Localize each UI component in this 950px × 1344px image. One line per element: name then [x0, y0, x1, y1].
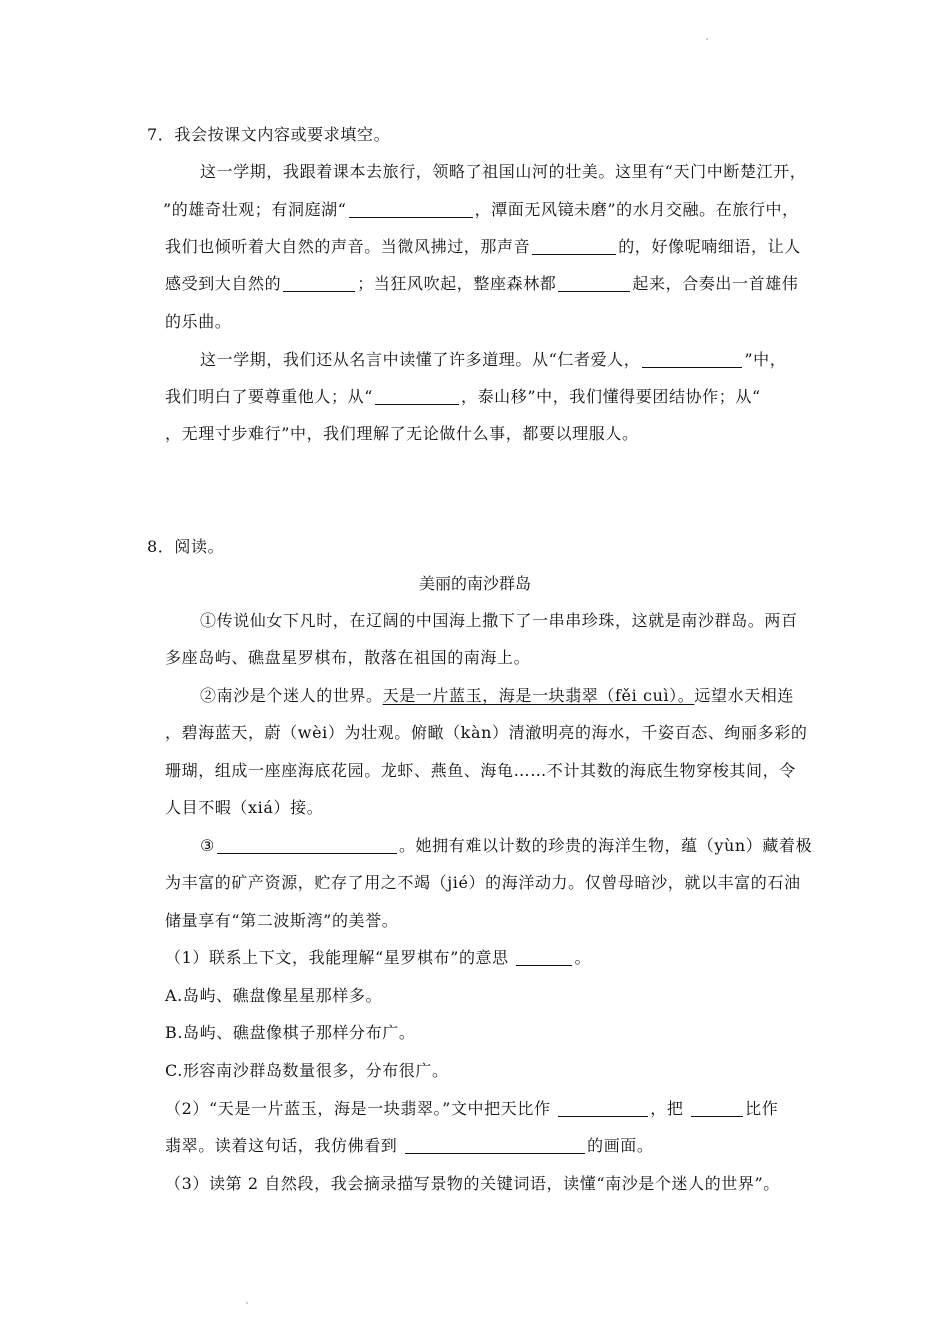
q7-p1-line4: 感受到大自然的 ；当狂风吹起，整座森林都 起来，合奏出一首雄伟 — [165, 274, 799, 293]
q8-heading: 8．阅读。 — [147, 537, 225, 556]
q7-p1-line5: 的乐曲。 — [165, 312, 232, 331]
option-b[interactable]: B.岛屿、礁盘像棋子那样分布广。 — [165, 1023, 416, 1042]
fill-blank[interactable] — [642, 351, 742, 368]
option-c[interactable]: C.形容南沙群岛数量很多，分布很广。 — [165, 1061, 449, 1080]
fill-blank[interactable] — [283, 275, 355, 292]
article-s2-line3: 珊瑚，组成一座座海底花园。龙虾、燕鱼、海龟……不计其数的海底生物穿梭其间，令 — [165, 761, 796, 780]
q8-sub3: （3）读第 2 自然段，我会摘录描写景物的关键词语，读懂“南沙是个迷人的世界”。 — [165, 1174, 780, 1193]
article-s1-line2: 多座岛屿、礁盘星罗棋布，散落在祖国的南海上。 — [165, 648, 531, 667]
fill-blank[interactable] — [691, 1100, 743, 1117]
q7-p2-line1: 这一学期，我们还从名言中读懂了许多道理。从“仁者爱人， ”中， — [200, 350, 787, 369]
fill-blank[interactable] — [558, 1100, 648, 1117]
fill-blank[interactable] — [375, 388, 459, 405]
article-s2-line1: ②南沙是个迷人的世界。天是一片蓝玉，海是一块翡翠（fěi cuì）。远望水天相连 — [200, 686, 794, 705]
article-s3-line1: ③ 。她拥有难以计数的珍贵的海洋生物，蕴（yùn）藏着极 — [200, 836, 813, 855]
article-s3-line2: 为丰富的矿产资源，贮存了用之不竭（jié）的海洋动力。仅曾母暗沙，就以丰富的石油 — [165, 873, 801, 892]
fill-blank[interactable] — [349, 201, 473, 218]
fill-blank[interactable] — [217, 837, 397, 854]
q7-p1-line3: 我们也倾听着大自然的声音。当微风拂过，那声音 的，好像呢喃细语，让人 — [165, 237, 801, 256]
q7-p2-line3: ，无理寸步难行”中，我们理解了无论做什么事，都要以理服人。 — [165, 424, 639, 443]
article-s2-line4: 人目不暇（xiá）接。 — [165, 798, 324, 817]
underlined-sentence: 天是一片蓝玉，海是一块翡翠（fěi cuì）。 — [382, 686, 695, 705]
fill-blank[interactable] — [558, 275, 630, 292]
q8-sub1: （1）联系上下文，我能理解“星罗棋布”的意思 。 — [165, 948, 592, 967]
article-s1-line1: ①传说仙女下凡时，在辽阔的中国海上撒下了一串串珍珠，这就是南沙群岛。两百 — [200, 611, 798, 630]
scan-dot — [706, 38, 708, 40]
q8-sub2-line1: （2）“天是一片蓝玉，海是一块翡翠。”文中把天比作 ，把 比作 — [165, 1099, 779, 1118]
scan-dot — [246, 1302, 248, 1304]
article-title: 美丽的南沙群岛 — [418, 574, 531, 593]
q7-heading: 7．我会按课文内容或要求填空。 — [147, 125, 391, 144]
fill-blank[interactable] — [532, 238, 616, 255]
q7-p1-line1: 这一学期，我跟着课本去旅行，领略了祖国山河的壮美。这里有“天门中断楚江开， — [200, 162, 807, 181]
q8-sub2-line2: 翡翠。读着这句话，我仿佛看到 的画面。 — [165, 1136, 654, 1155]
article-s2-line2: ，碧海蓝天，蔚（wèi）为壮观。俯瞰（kàn）清澈明亮的海水，千姿百态、绚丽多彩的 — [165, 723, 808, 742]
q7-p2-line2: 我们明白了要尊重他人；从“ ，泰山移”中，我们懂得要团结协作；从“ — [165, 387, 761, 406]
option-a[interactable]: A.岛屿、礁盘像星星那样多。 — [165, 986, 383, 1005]
fill-blank[interactable] — [516, 949, 572, 966]
fill-blank[interactable] — [405, 1137, 585, 1154]
article-s3-line3: 储量享有“第二波斯湾”的美誉。 — [165, 911, 399, 930]
q7-p1-line2: ”的雄奇壮观；有洞庭湖“ ，潭面无风镜未磨”的水月交融。在旅行中， — [163, 200, 799, 219]
